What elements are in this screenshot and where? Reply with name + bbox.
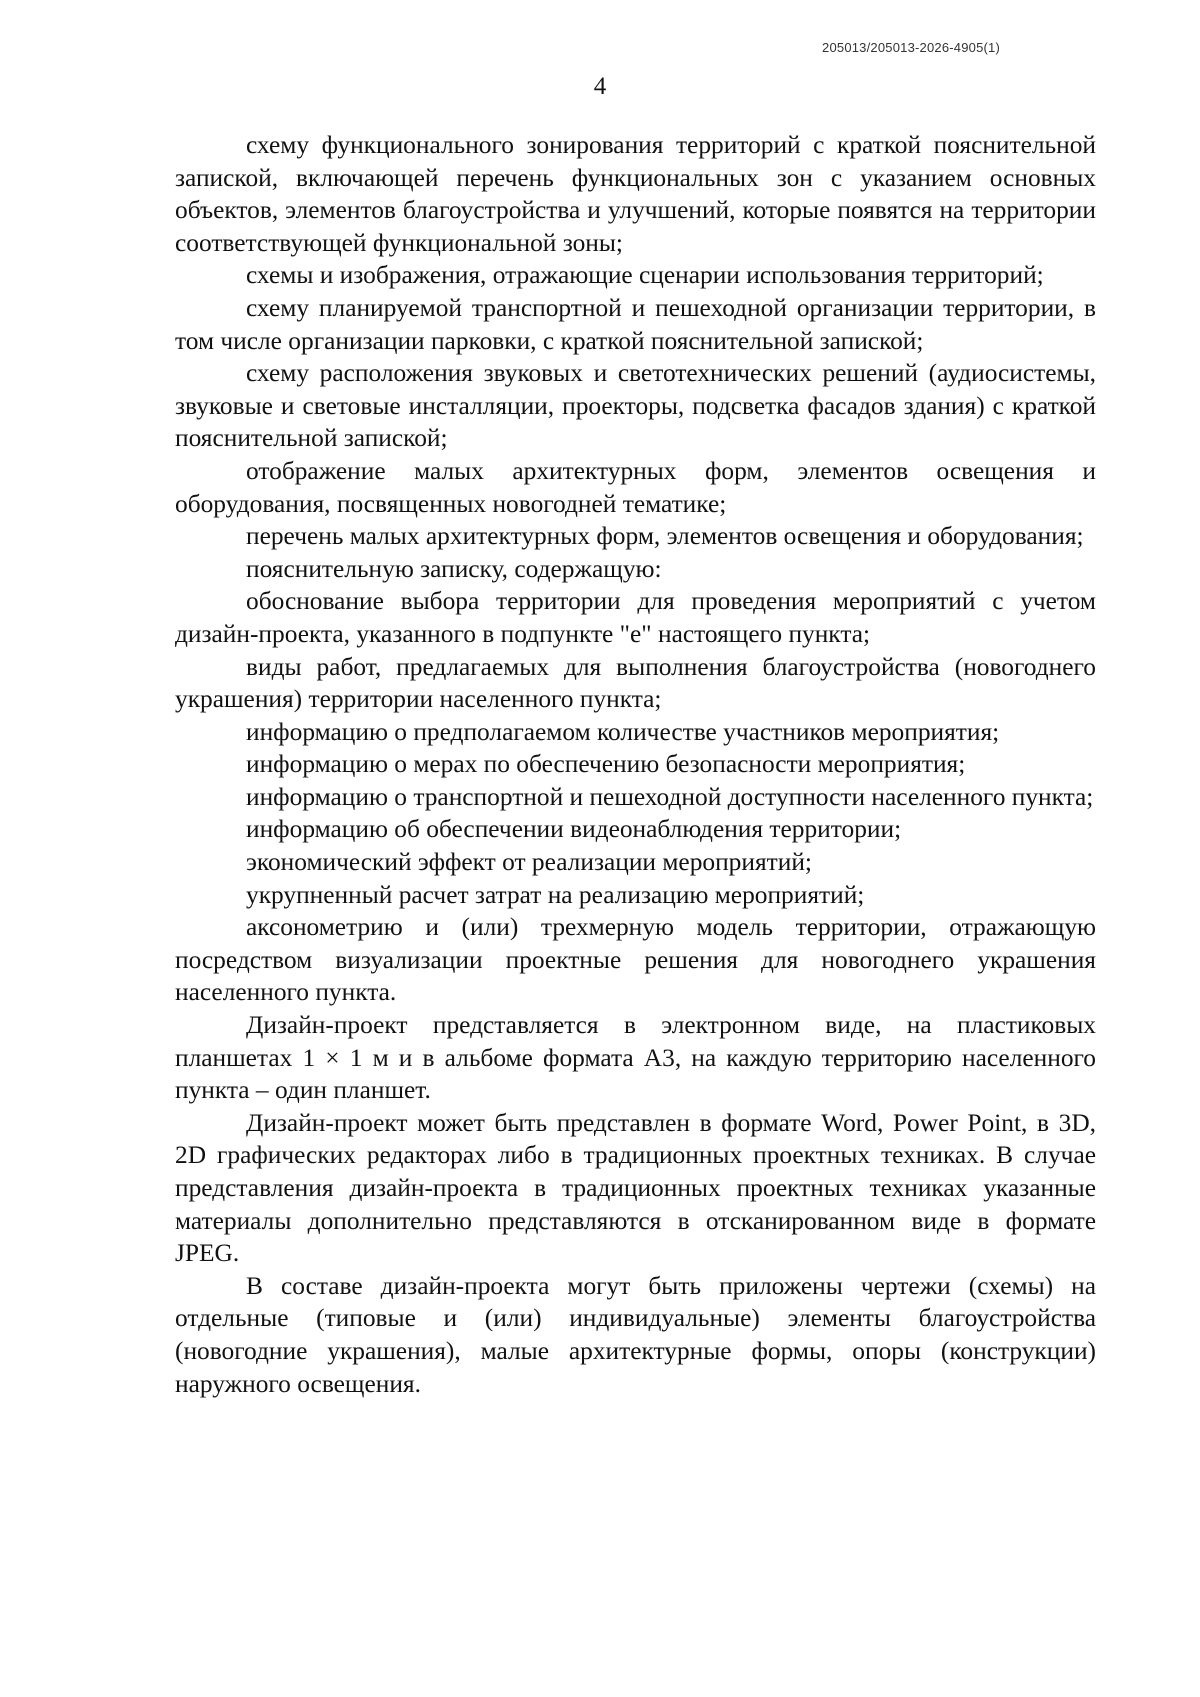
paragraph: информацию о транспортной и пешеходной доступности населенного пункта;	[246, 782, 1094, 811]
paragraph: экономический эффект от реализации мероприятий;	[246, 848, 812, 877]
page-number: 4	[593, 73, 607, 100]
paragraph: обоснование выбора территории для проведения мероприятий с учетом дизайн-проекта, указанного в подпункте "е" настоящего пункта;	[175, 587, 1096, 648]
paragraph: виды работ, предлагаемых для выполнения благоустройства (новогоднего украшения) территории населенного пункта;	[175, 652, 1096, 714]
paragraph: информацию о мерах по обеспечению безопасности мероприятия;	[246, 750, 966, 779]
paragraph: аксонометрию и (или) трехмерную модель территории, отражающую посредством визуализации проектные решения для новогоднего украшения населенного пункта.	[175, 913, 1096, 1007]
paragraph: информацию о предполагаемом количестве участников мероприятия;	[246, 717, 1000, 746]
document-body	[175, 129, 1096, 1400]
paragraph: схему расположения звуковых и светотехнических решений (аудиосистемы, звуковые и световые инсталляции, проекторы, подсветка фасадов здания) с краткой пояснительной запиской;	[175, 359, 1096, 453]
paragraph: В составе дизайн-проекта могут быть приложены чертежи (схемы) на отдельные (типовые и (или) индивидуальные) элементы благоустройства (новогодние украшения), малые архитектурные формы, опоры (конструкции) наружного освещения.	[175, 1271, 1096, 1398]
paragraph: Дизайн-проект может быть представлен в формате Word, Power Point, в 3D, 2D графических редакторах либо в традиционных проектных техниках. В случае представления дизайн-проекта в традиционных проектных техниках указанные материалы дополнительно представляются в отсканированном виде в формате JPEG.	[175, 1108, 1096, 1268]
paragraph: укрупненный расчет затрат на реализацию мероприятий;	[246, 880, 865, 909]
document-id: 205013/205013-2026-4905(1)	[822, 40, 1000, 55]
paragraph: перечень малых архитектурных форм, элементов освещения и оборудования;	[246, 522, 1084, 551]
paragraph: отображение малых архитектурных форм, элементов освещения и оборудования, посвященных новогодней тематике;	[175, 456, 1096, 518]
paragraph: схему планируемой транспортной и пешеходной организации территории, в том числе организации парковки, с краткой пояснительной запиской;	[175, 293, 1096, 355]
paragraph: схему функционального зонирования территорий с краткой пояснительной запиской, включающей перечень функциональных зон с указанием основных объектов, элементов благоустройства и улучшений, которые появятся на территории соответствующей функциональной зоны;	[175, 131, 1096, 257]
paragraph: Дизайн-проект представляется в электронном виде, на пластиковых планшетах 1 × 1 м и в альбоме формата А3, на каждую территорию населенного пункта – один планшет.	[175, 1011, 1096, 1105]
paragraph: информацию об обеспечении видеонаблюдения территории;	[246, 815, 902, 844]
paragraph: пояснительную записку, содержащую:	[246, 554, 662, 583]
paragraph: схемы и изображения, отражающие сценарии использования территорий;	[246, 261, 1044, 290]
